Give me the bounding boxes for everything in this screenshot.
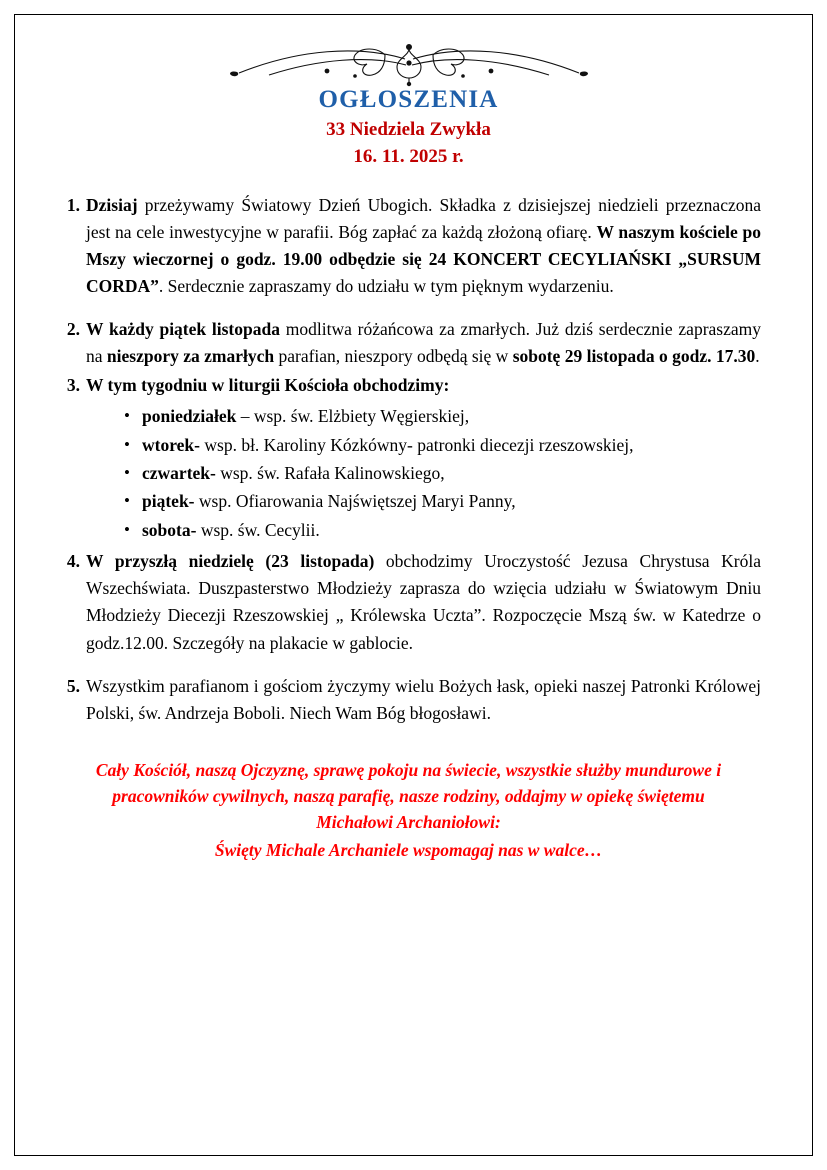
day-name: poniedziałek	[142, 406, 237, 427]
item-text-plain: przeżywamy Światowy Dzień Ubogich. Składka z dzisiejszej niedzieli przeznaczona jest na cele inwestycyjne w parafii. Bóg zapłać za każdą złożoną ofiarę.	[86, 194, 761, 242]
item-text-bold: W każdy piątek listopada	[86, 319, 280, 340]
document-subtitle: 33 Niedziela Zwykła	[326, 119, 491, 141]
announcements-list	[56, 192, 761, 727]
liturgy-days-list	[86, 402, 761, 544]
announcement-item	[66, 316, 761, 370]
closing-prayer	[92, 757, 725, 863]
day-name: piątek-	[142, 491, 195, 512]
item-text-plain: Wszystkim parafianom i gościom życzymy wielu Bożych łask, opieki naszej Patronki Królowej Polski, św. Andrzeja Boboli. Niech Wam Bóg błogosławi.	[86, 675, 761, 723]
prayer-line: Cały Kościół, naszą Ojczyznę, sprawę pokoju na świecie, wszystkie służby mundurowe	[95, 759, 712, 780]
item-text	[86, 195, 761, 296]
announcement-item	[66, 548, 762, 657]
day-description: wsp. św. Rafała Kalinowskiego,	[215, 463, 445, 484]
prayer-last-line: Święty Michale Archaniele wspomagaj nas w walce…	[214, 839, 603, 860]
list-item	[124, 402, 761, 430]
item-text-plain: .	[755, 346, 760, 367]
day-name: sobota-	[142, 519, 197, 540]
item-number: 4.	[66, 551, 80, 572]
item-text-plain: modlitwa różańcowa za zmarłych. Już dziś serdecznie zapraszamy na	[86, 319, 761, 367]
item-number: 3.	[66, 375, 80, 396]
item-text-bold: W naszym kościele po Mszy wieczornej o godz. 19.00 odbędzie się 24 KONCERT CECYLIAŃSKI „SURSUM CORDA”	[86, 221, 761, 296]
item-number: 1.	[66, 194, 80, 215]
prayer-line: Michałowi Archaniołowi:	[316, 812, 501, 833]
decorative-flourish-divider-icon	[56, 42, 761, 88]
list-item	[124, 487, 761, 515]
day-description: wsp. Ofiarowania Najświętszej Maryi Panny,	[194, 491, 516, 512]
list-item	[124, 516, 761, 544]
item-text-bold: nieszpory za zmarłych	[106, 346, 275, 367]
item-text-plain: . Serdecznie zapraszamy do udziału w tym pięknym wydarzeniu.	[158, 275, 614, 296]
item-text	[86, 319, 761, 366]
item-number: 2.	[66, 319, 80, 340]
item-text	[86, 375, 449, 395]
day-description: wsp. św. Cecylii.	[196, 519, 320, 540]
announcement-item	[66, 192, 761, 301]
item-text-bold: Dzisiaj	[86, 194, 138, 215]
list-item	[124, 431, 761, 459]
announcement-item	[66, 372, 761, 544]
bullet-icon: •	[124, 491, 130, 511]
day-description: wsp. bł. Karoliny Kózkówny- patronki diecezji rzeszowskiej,	[200, 434, 634, 455]
day-description: – wsp. św. Elżbiety Węgierskiej,	[236, 406, 470, 427]
item-text-bold: W przyszłą niedzielę (23 listopada)	[86, 551, 375, 572]
item-number: 5.	[66, 675, 80, 696]
prayer-line: i pracowników cywilnych, naszą parafię, nasze rodziny, oddajmy w opiekę świętemu	[112, 759, 722, 807]
item-text-plain: parafian, nieszpory odbędą się w	[274, 346, 513, 367]
item-text-bold: sobotę 29 listopada o godz. 17.30	[512, 346, 756, 367]
list-item	[124, 459, 761, 487]
bullet-icon: •	[124, 519, 130, 539]
document-content	[14, 14, 813, 863]
day-name: czwartek-	[142, 463, 216, 484]
item-text-bold: W tym tygodniu w liturgii Kościoła obchodzimy:	[86, 375, 450, 396]
bullet-icon: •	[124, 434, 130, 454]
day-name: wtorek-	[142, 434, 200, 455]
page-title: OGŁOSZENIA	[318, 86, 499, 113]
item-text	[86, 676, 761, 723]
item-text	[86, 551, 761, 652]
document-date: 16. 11. 2025 r.	[353, 145, 464, 167]
bullet-icon: •	[124, 406, 130, 426]
announcement-item	[66, 673, 761, 727]
title-block	[56, 84, 761, 170]
bullet-icon: •	[124, 463, 130, 483]
item-text-plain: obchodzimy Uroczystość Jezusa Chrystusa Króla Wszechświata. Duszpasterstwo Młodzieży zaprasza do wzięcia udziału w Światowym Dniu Młodzieży Diecezji Rzeszowskiej „ Królewska Uczta”. Rozpoczęcie Mszą św. w Katedrze o godz.12.00. Szczegóły na plakacie w gablocie.	[86, 551, 762, 653]
